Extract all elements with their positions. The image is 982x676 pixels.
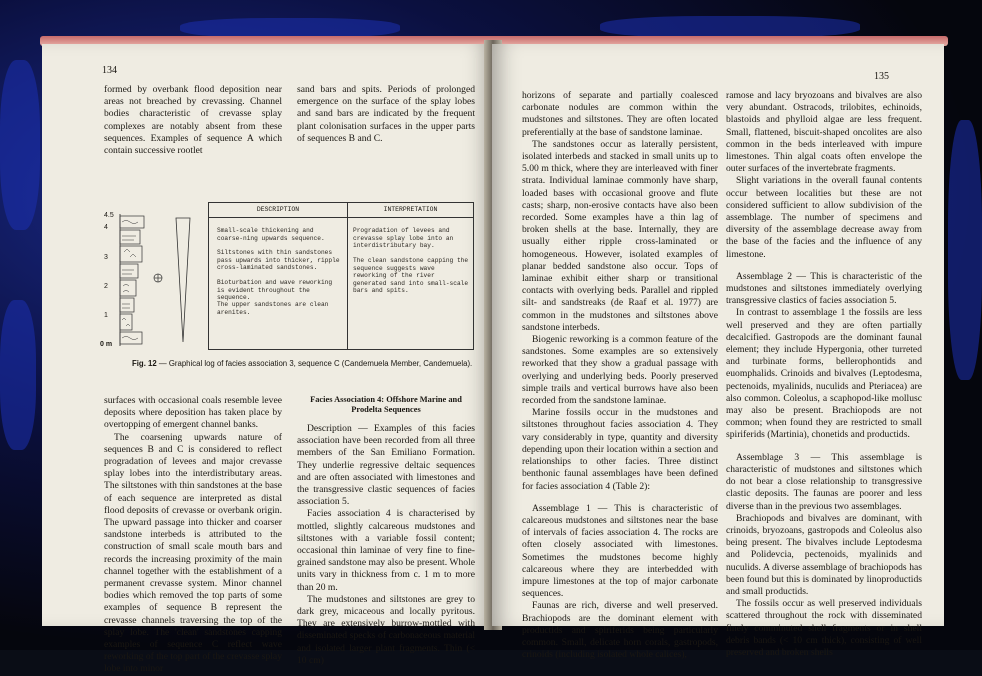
paragraph: Assemblage 2 — This is characteristic of the mudstones and siltstones immediately overlying transgressive clastics of facies association 5. bbox=[726, 270, 922, 307]
paragraph: The coarsening upwards nature of sequences B and C is considered to reflect progradation of levees and major crevasse splay lobes into the interdistributary areas. The siltstones with thin sandstones at the base of each sequence are interpreted as distal flood deposits of crevasse or overbank origin. The upward passage into thicker and coarser sandstone interbeds is attributed to the construction of small scale mouth bars and records the increasing proximity of the main channel together with the establishment of a permanent crevasse system. Minor channel bodies which removed the top parts of some examples of sequence B represent the crevasse channels traversing the top of the splay lobe. The 'clean' sandstones capping examples of sequence C reflect wave reworking of the top part of the crevasse splay lobe into minor bbox=[104, 431, 282, 675]
scale-label: 1 bbox=[104, 312, 108, 319]
left-page bbox=[42, 44, 492, 675]
table-divider bbox=[347, 203, 348, 349]
scale-label: 4 bbox=[104, 224, 108, 231]
figure-caption bbox=[132, 359, 472, 368]
page-number: 134 bbox=[102, 65, 117, 76]
scale-label: 3 bbox=[104, 254, 108, 261]
text-column-left bbox=[522, 90, 718, 661]
paragraph: sand bars and spits. Periods of prolonged emergence on the surface of the splay lobes and sand bars are indicated by the frequent plant colonisation surfaces in the upper parts of sequences B and C. bbox=[297, 84, 475, 144]
paragraph: ramose and lacy bryozoans and bivalves are also very abundant. Ostracods, trilobites, echinoids, blastoids and phylloid algae are less frequent. Small, flattened, biscuit-shaped oncolites are also common in the beds interleaved with impure limestones. Thin algal coats often envelope the outer surfaces of the invertebrate fragments. bbox=[726, 90, 922, 175]
paragraph: Description — Examples of this facies association have been recorded from all three members of the San Emiliano Formation. They underlie regressive deltaic sequences and are often associated with limestones and the transgressive clastic sequences of facies association 5. bbox=[297, 423, 475, 508]
paragraph: formed by overbank flood deposition near areas not breached by crevassing. Channel bodies characteristic of crevasse splay complexes are notably absent from these sequences. Examples of sequence A which contain successive rootlet bbox=[104, 84, 282, 157]
scale-label: 4.5 bbox=[104, 212, 114, 219]
description-item: Bioturbation and wave reworking is evident throughout the sequence. bbox=[217, 279, 333, 302]
scale-label: 0 m bbox=[100, 341, 113, 348]
paragraph: In contrast to assemblage 1 the fossils are less well preserved and they are often partially decalcified. Gastropods are the dominant faunal element; they include Hypergonia, other turreted and turbinate forms, bellerophontids and euomphalids. Crinoids and bivalves (Leptodesma, pectenoids, myalinids, nuculids and Pteriacea) are also common. Coleolus, a scaphopod-like mollusc may also be present. Brachiopods are not common; when found they are restricted to small spiriferids (Martinia), chonetids and productids. bbox=[726, 307, 922, 441]
paragraph: The mudstones and siltstones are grey to dark grey, micaceous and locally pyritous. They are extensively burrow-mottled with disseminated specks of carbonaceous material and isolated larger plant fragments. Thin (< 10 cm) bbox=[297, 593, 475, 666]
caption-label: Fig. 12 bbox=[132, 359, 157, 368]
description-item: The upper sandstones are clean arenites. bbox=[217, 301, 329, 316]
paragraph: The fossils occur as well preserved individuals scattered throughout the rock with disseminated finely comminuted shell fragments or in shell debris bands (< 10 cm thick), consisting of well preserved and broken shells bbox=[726, 598, 922, 658]
paragraph: horizons of separate and partially coalesced carbonate nodules are common within the mudstones and siltstones. They are often located preferentially at the base of sandstone laminae. bbox=[522, 90, 718, 138]
paragraph: surfaces with occasional coals resemble levee deposits where deposition has taken place by overtopping of emergent channel banks. bbox=[104, 395, 282, 431]
description-interpretation-table bbox=[208, 202, 474, 350]
cover-pattern bbox=[0, 60, 40, 230]
table-header-description: DESCRIPTION bbox=[209, 203, 347, 218]
text-column-right bbox=[726, 90, 922, 659]
text-column-bottom-left bbox=[104, 395, 282, 676]
table-header-interpretation: INTERPRETATION bbox=[348, 203, 473, 218]
paragraph: Facies association 4 is characterised by mottled, slightly calcareous mudstones and siltstones with a variable fossil content; occasional thin laminae of very fine to fine-grained sandstone may also be present. Whole units vary in thickness from c. 1 m to more than 20 m. bbox=[297, 508, 475, 593]
graphical-log-figure bbox=[100, 202, 476, 352]
paragraph: Assemblage 3 — This assemblage is characteristic of mudstones and siltstones which do not bear a close relationship to transgressive clastic deposits. The faunas are poorer and less diverse than in the previous two assemblages. bbox=[726, 451, 922, 512]
text-column-top-left bbox=[104, 84, 282, 157]
description-item: Small-scale thickening and coarse-ning upwards sequence. bbox=[217, 227, 325, 242]
cover-pattern bbox=[180, 18, 400, 38]
page-number: 135 bbox=[874, 71, 889, 82]
cover-pattern bbox=[0, 300, 36, 450]
interpretation-item: Progradation of levees and crevasse splay lobe into an interdistributary bay. bbox=[353, 227, 454, 250]
paragraph: The sandstones occur as laterally persistent, isolated interbeds and stacked in small units up to 5.00 m thick, where they are interleaved with finer strata. Individual laminae commonly have sharp, loaded bases with occasional groove and flute casts; sharp, non-erosive contacts have also been recorded. Some examples have a thin lag of broken shells at the base. Internally, they are usually either ripple cross-laminated or homogeneous. However, isolated examples of planar bedded sandstone also occur. Tops of laminae exhibit either sharp or transitional contacts with overlying beds. Parallel and rippled silt- and sandstreaks (de Raaf et al. 1977) are common in the mudstones and siltstones above sandstone interbeds. bbox=[522, 138, 718, 333]
paragraph: Biogenic reworking is a common feature of the sandstones. Some examples are so extensively reworked that they show a gradual passage with overlying and underlying beds. Poorly preserved simple trails and vertical burrows have also been recorded from the sandstone laminae. bbox=[522, 334, 718, 407]
cover-pattern bbox=[600, 16, 860, 38]
paragraph: Brachiopods and bivalves are dominant, with crinoids, bryozoans, gastropods and Coleolus also being present. The bivalves include Leptodesma and Polidevcia, pectenoids, myalinids and nuculids. A diverse assemblage of brachiopods has been found but this is dominated by linoproductids and small productids. bbox=[726, 512, 922, 597]
paragraph: Slight variations in the overall faunal contents occur between localities but these are not considered sufficient to allow subdivision of the assemblage. The number of specimens and diversity of the assemblage decrease away from the base of the facies and the influence of any limestone. bbox=[726, 175, 922, 260]
description-item: Siltstones with thin sandstones pass upwards into thicker, ripple cross-laminated sandstones. bbox=[217, 249, 340, 272]
text-column-top-right bbox=[297, 84, 475, 145]
section-heading: Facies Association 4: Offshore Marine and Prodelta Sequences bbox=[310, 395, 462, 414]
text-column-bottom-right bbox=[297, 395, 475, 667]
paragraph: Marine fossils occur in the mudstones and siltstones throughout facies association 4. They vary considerably in type, quantity and diversity depending upon their location within a section and relationships to other facies. Three distinct benthonic faunal assemblages have been defined for facies association 4 (Table 2): bbox=[522, 407, 718, 492]
scale-label: 2 bbox=[104, 283, 108, 290]
paragraph: Assemblage 1 — This is characteristic of calcareous mudstones and siltstones near the base of intervals of facies association 4. The rocks are often closely associated with limestones. Sometimes the mudstones become highly calcareous where they are interbedded with impure limestones at the top of major carbonate sequences. bbox=[522, 502, 718, 600]
right-page bbox=[492, 44, 944, 661]
sediment-log-column bbox=[116, 202, 216, 352]
paragraph: Faunas are rich, diverse and well preserved. Brachiopods are the dominant element with productids and spiriferids being particularly common. Small, delicate horn corals, gastropods, crinoids (including isolated whole calices), bbox=[522, 600, 718, 661]
interpretation-item: The clean sandstone capping the sequence suggests wave reworking of the river generated sand into small-scale bars and spits. bbox=[353, 257, 469, 295]
caption-text: — Graphical log of facies association 3, sequence C (Candemuela Member, Candemuela). bbox=[156, 359, 473, 368]
cover-pattern bbox=[948, 120, 982, 380]
